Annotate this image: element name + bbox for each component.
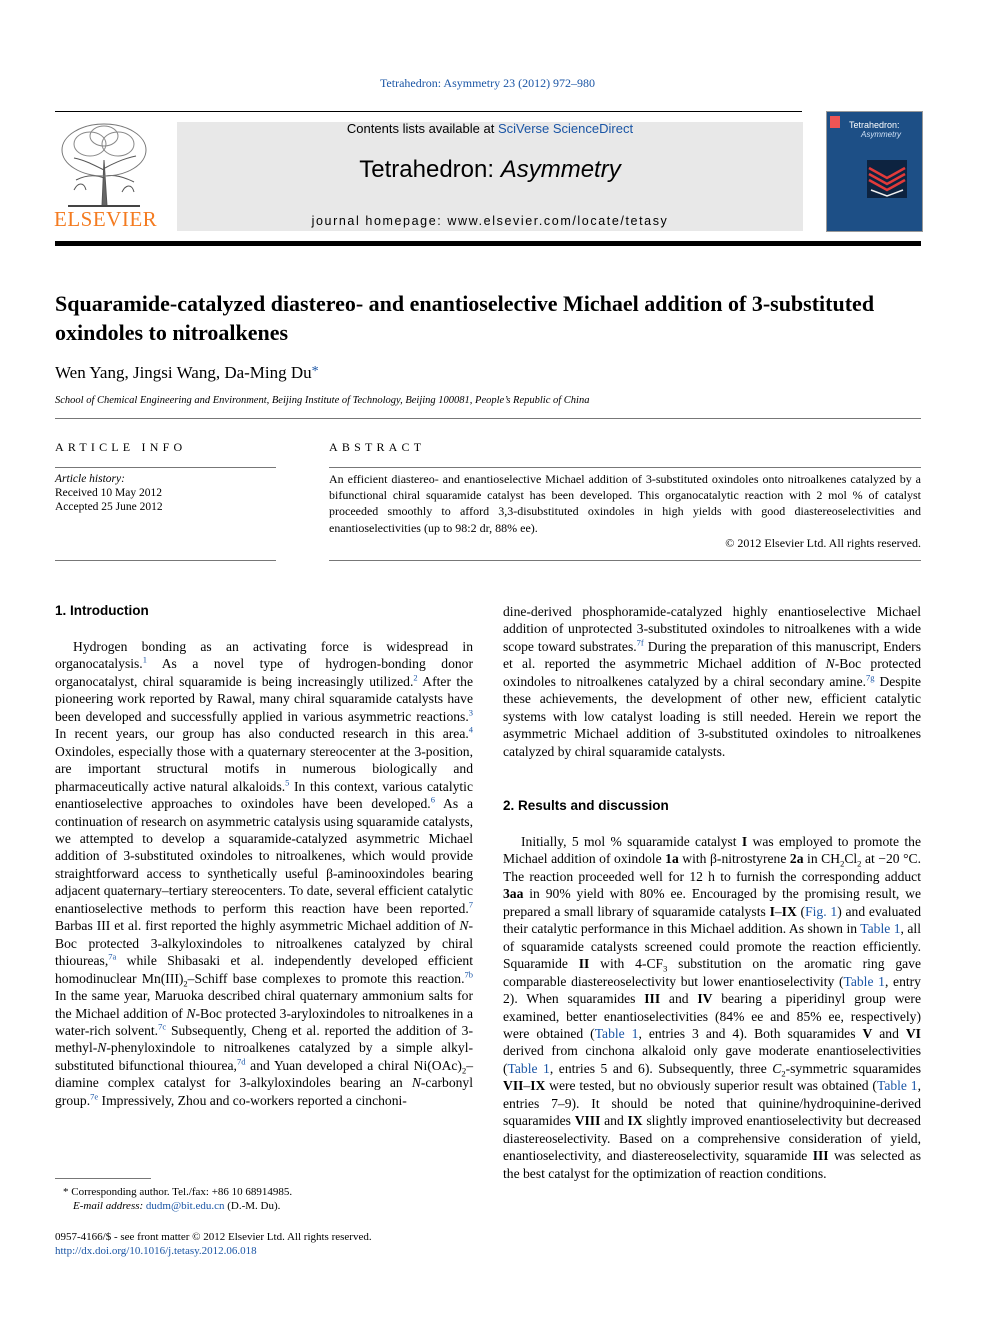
journal-citation[interactable]: Tetrahedron: Asymmetry 23 (2012) 972–980 xyxy=(379,76,596,90)
abstract-text: An efficient diastereo- and enantioselective Michael addition of 3-substituted oxindoles onto nitroalkenes catalyzed by a bifunctional chiral squaramide catalyst has been developed. This organocatalytic reaction with 2 mol % of catalyst proceeded smoothly to afford 3,3-disubstituted oxindoles in high yields with good diastereoselectivities and enantioselectivities (up to 98:2 dr, 88% ee). xyxy=(329,472,921,535)
results-body xyxy=(503,833,921,1182)
received-date: Received 10 May 2012 xyxy=(55,487,162,499)
corresponding-author-mark[interactable]: * xyxy=(311,364,319,379)
cover-logo-icon xyxy=(830,116,840,128)
intro-paragraph-1-continued: dine-derived phosphoramide-catalyzed highly enantioselective Michael addition of unprotected 3-substituted oxindoles to nitroalkenes with a wide scope toward substrates.$^{7f}$ During the preparation of this manuscript, Enders et al. reported the asymmetric Michael addition of N-Boc protected oxindoles to nitroalkenes catalyzed by a chiral secondary amine.$^{7g}$ Despite these achievements, the development of other new, efficient catalytic systems with low catalyst loading is still needed. Herein we report the asymmetric Michael addition of 3-substituted oxindoles to nitroalkenes catalyzed by chiral squaramide catalysts. xyxy=(503,604,921,759)
cover-graphic-icon xyxy=(867,160,907,198)
email-label: E-mail address: xyxy=(73,1200,144,1212)
contents-prefix: Contents lists available at xyxy=(346,121,498,136)
front-matter xyxy=(55,1230,473,1258)
header-thick-rule xyxy=(55,241,921,246)
publisher-name: ELSEVIER xyxy=(54,207,158,231)
header-rule xyxy=(55,111,802,112)
article-history xyxy=(55,472,276,514)
journal-cover xyxy=(826,111,923,232)
affiliation: School of Chemical Engineering and Environment, Beijing Institute of Technology, Beijing 100081, People’s Republic of China xyxy=(55,395,590,406)
abstract-bottom-rule xyxy=(329,560,921,561)
email-footnote xyxy=(55,1199,473,1213)
abstract-copyright: © 2012 Elsevier Ltd. All rights reserved. xyxy=(725,536,921,550)
results-paragraph-1: Initially, 5 mol % squaramide catalyst I was employed to promote the Michael addition of oxindole 1a with β-nitrostyrene 2a in $CH_2Cl_2$ at −20 °C. The reaction proceeded well for 12 h to furnish the corresponding adduct 3aa in 90% yield with 80% ee. Encouraged by the promising result, we prepared a small library of squaramide catalysts I–IX (Fig. 1) and evaluated their catalytic performance in this Michael addition. As shown in Table 1, all of squaramide catalysts screened could promote the reaction efficiently. Squaramide II with $4-CF_3$ substitution on the aromatic ring gave comparable diastereoselectivity but lower enantioselectivity (Table 1, entry 2). When squaramides III and IV bearing a piperidinyl group were examined, better enantioselectivities (84% ee and 85% ee, respectively) were obtained (Table 1, entries 3 and 4). Both squaramides V and VI derived from cinchona alkaloid only gave moderate enantioselectivities (Table 1, entries 5 and 6). Subsequently, three $C_2$-symmetric squaramides VII–IX were tested, but no obviously superior result was obtained (Table 1, entries 7–9). It should be noted that quinine/hydroquinine-derived squaramides VIII and IX slightly improved enantioselectivity but decreased diastereoselectivity. Based on a comprehensive consideration of yield, enantioselectivity, and diastereoselectivity, squaramide III was selected as the best catalyst for the optimization of reaction conditions. xyxy=(503,834,922,1181)
results-heading: 2. Results and discussion xyxy=(503,798,669,813)
email-link[interactable]: dudm@bit.edu.cn xyxy=(145,1200,225,1212)
cover-title: Tetrahedron: xyxy=(849,120,900,130)
introduction-heading: 1. Introduction xyxy=(55,603,149,618)
intro-paragraph-1: Hydrogen bonding as an activating force is widespread in organocatalysis.$^1$ As a novel type of hydrogen-bonding donor organocatalyst, chiral squaramide is being increasingly utilized.$^2$ After the pioneering work reported by Rawal, many chiral squaramide catalysts have been developed and successfully applied in various asymmetric reactions.$^3$ In recent years, our group has also conducted research in this area.$^4$ Oxindoles, especially those with a quaternary stereocenter at the 3-position, are important structural motifs in numerous biologically and pharmaceutically active natural alkaloids.$^5$ In this context, various catalytic enantioselective approaches to oxindoles have been developed.$^6$ As a continuation of research on asymmetric catalysis using squaramide catalysts, we attempted to develop a squaramide-catalyzed asymmetric Michael addition of 3-substituted oxindoles to nitroalkenes, which would provide straightforward access to synthetically useful β-aminooxindoles bearing adjacent quaternary–tertiary stereocenters. To date, several efficient catalytic enantioselective methods to perform this reaction have been reported.$^7$ Barbas III et al. first reported the highly asymmetric Michael addition of N-Boc protected 3-alkyloxindoles to nitroalkenes catalyzed by chiral thioureas,$^{7a}$ while Shibasaki et al. independently developed efficient homodinuclear $Mn(III)_2$–Schiff base complexes to promote this reaction.$^{7b}$ In the same year, Maruoka described chiral quaternary ammonium salts for the Michael addition of N-Boc protected 3-aryloxindoles to nitroalkenes in a water-rich solvent.$^{7c}$ Subsequently, Cheng et al. reported the addition of 3-methyl-N-phenyloxindole to nitroalkenes catalyzed by a simple alkyl-substituted bifunctional thiourea,$^{7d}$ and Yuan developed a chiral $Ni(OAc)_2$–diamine complex catalyst for 3-alkyloxindoles bearing an N-carbonyl group.$^{7e}$ Impressively, Zhou and co-workers reported a cinchoni- xyxy=(55,639,474,1108)
author-line xyxy=(55,363,319,383)
title-rule xyxy=(55,418,921,419)
history-label: Article history: xyxy=(55,473,125,485)
article-info-heading: ARTICLE INFO xyxy=(55,440,187,454)
cover-subtitle: Asymmetry xyxy=(861,130,901,139)
doi-link[interactable]: http://dx.doi.org/10.1016/j.tetasy.2012.06.018 xyxy=(55,1245,257,1257)
elsevier-logo xyxy=(54,120,158,232)
footnotes xyxy=(55,1185,473,1213)
issn-line: 0957-4166/$ - see front matter © 2012 Elsevier Ltd. All rights reserved. xyxy=(55,1231,372,1243)
accepted-date: Accepted 25 June 2012 xyxy=(55,501,163,513)
introduction-continued xyxy=(503,603,921,760)
corresponding-footnote: * Corresponding author. Tel./fax: +86 10 68914985. xyxy=(63,1186,293,1198)
journal-name: Tetrahedron: Asymmetry xyxy=(359,156,621,183)
abstract-rule xyxy=(329,467,921,468)
contents-line xyxy=(177,121,803,136)
authors: Wen Yang, Jingsi Wang, Da-Ming Du xyxy=(55,363,312,382)
article-info-bottom-rule xyxy=(55,560,276,561)
abstract-heading: ABSTRACT xyxy=(329,440,426,454)
corresponding-text: Corresponding author. Tel./fax: +86 10 68914985. xyxy=(71,1186,293,1198)
email-suffix: (D.-M. Du). xyxy=(227,1200,281,1212)
sciencedirect-link[interactable]: SciVerse ScienceDirect xyxy=(497,121,634,136)
journal-homepage[interactable]: journal homepage: www.elsevier.com/locate/tetasy xyxy=(311,214,669,228)
elsevier-tree-icon xyxy=(54,120,154,208)
introduction-body xyxy=(55,638,473,1109)
footnote-rule xyxy=(55,1178,151,1179)
article-info-rule xyxy=(55,467,276,468)
article-title: Squaramide-catalyzed diastereo- and enantioselective Michael addition of 3-substituted oxindoles to nitroalkenes xyxy=(55,291,875,345)
